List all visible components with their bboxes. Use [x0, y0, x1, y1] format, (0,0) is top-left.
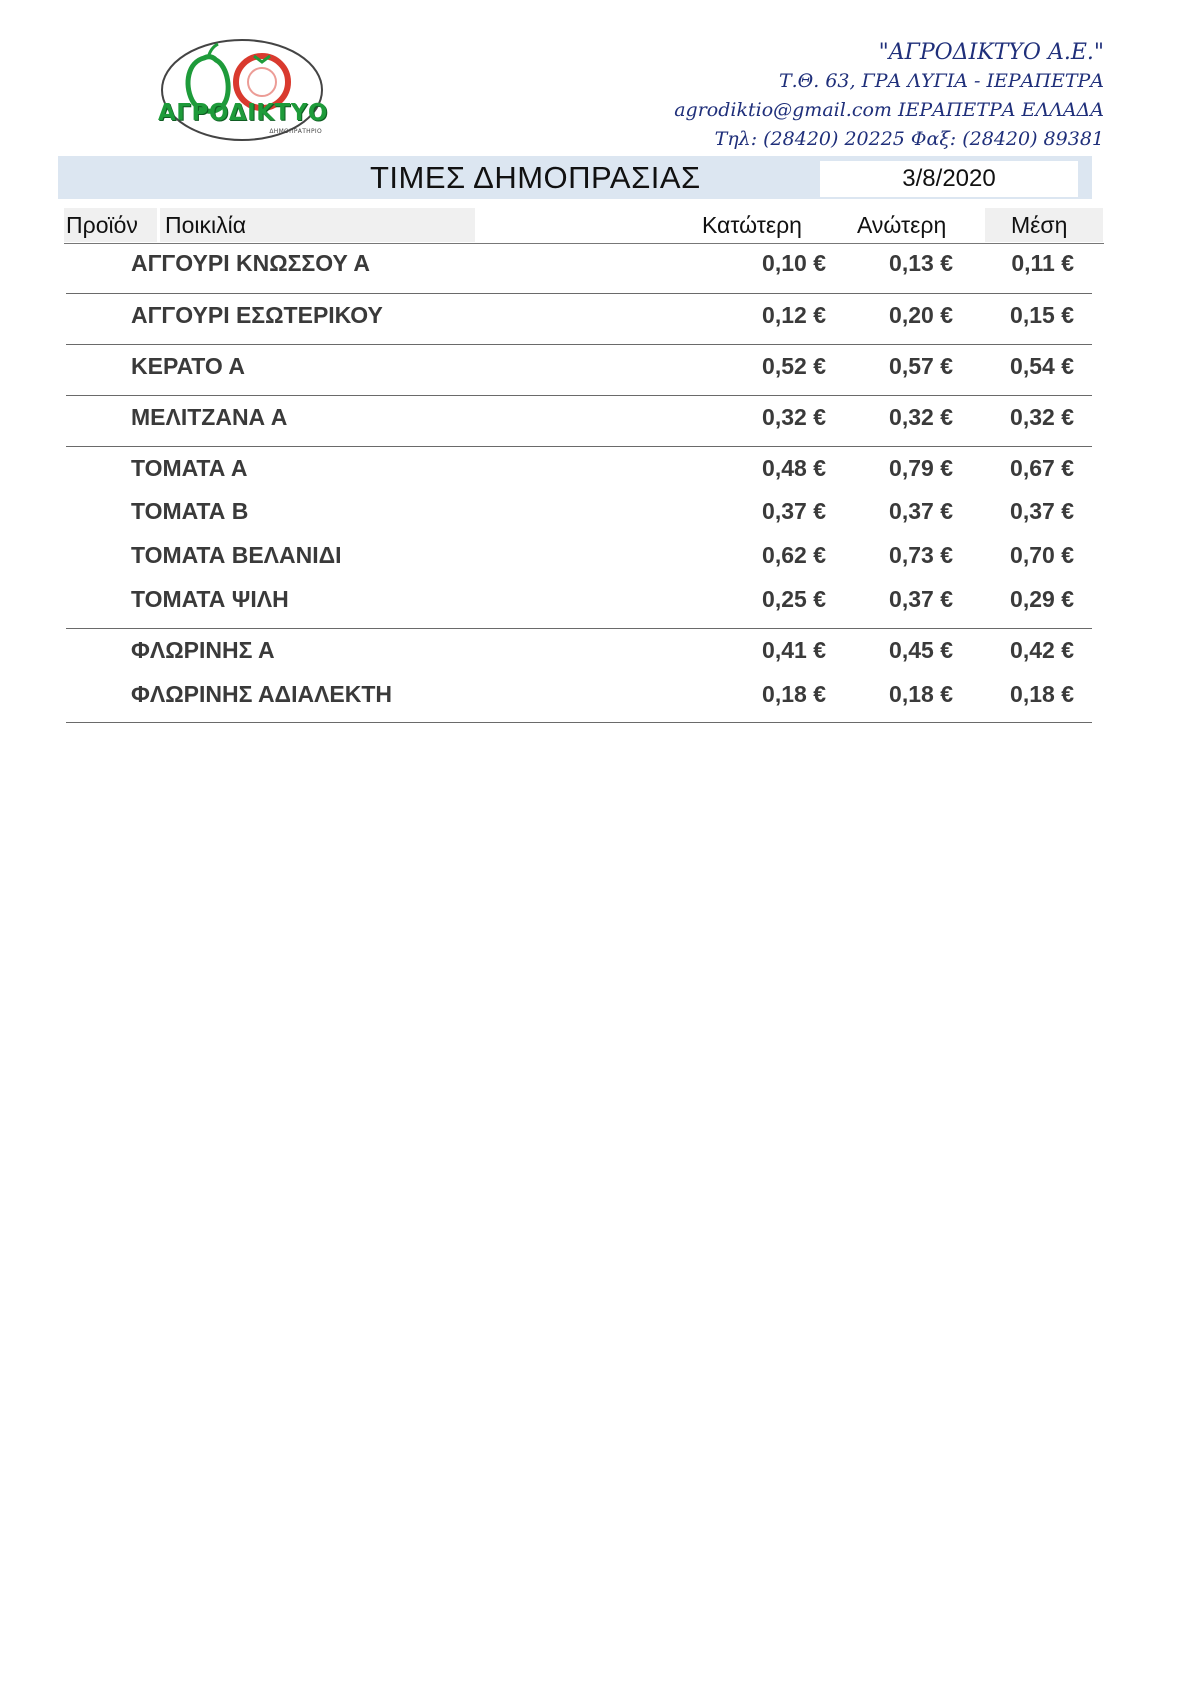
row-high-price: 0,18 €: [889, 681, 953, 707]
row-avg-price: 0,11 €: [1011, 250, 1074, 276]
row-variety: ΤΟΜΑΤΑ Β: [131, 498, 249, 524]
auction-date: 3/8/2020: [820, 161, 1078, 197]
row-separator: [66, 395, 1092, 396]
column-header-variety: Ποικιλία: [165, 212, 247, 238]
row-high-price: 0,32 €: [889, 404, 953, 430]
row-avg-price: 0,54 €: [1010, 353, 1074, 379]
row-separator: [66, 446, 1092, 447]
column-header-high: Ανώτερη: [857, 212, 947, 238]
table-row: [0, 348, 1200, 384]
row-avg-price: 0,70 €: [1010, 542, 1074, 568]
table-row: [0, 245, 1200, 281]
row-separator: [66, 628, 1092, 629]
company-logo: [158, 36, 326, 148]
company-info: [674, 38, 1104, 154]
row-avg-price: 0,29 €: [1010, 586, 1074, 612]
row-avg-price: 0,67 €: [1010, 455, 1074, 481]
table-row: [0, 632, 1200, 668]
row-low-price: 0,41 €: [762, 637, 826, 663]
table-row: [0, 581, 1200, 617]
row-separator: [66, 293, 1092, 294]
row-high-price: 0,20 €: [889, 302, 953, 328]
row-low-price: 0,48 €: [762, 455, 826, 481]
row-low-price: 0,37 €: [762, 498, 826, 524]
table-row: [0, 493, 1200, 529]
column-header-product: Προϊόν: [66, 212, 138, 238]
table-row: [0, 676, 1200, 712]
row-separator: [66, 344, 1092, 345]
row-high-price: 0,37 €: [889, 498, 953, 524]
row-avg-price: 0,37 €: [1010, 498, 1074, 524]
row-high-price: 0,13 €: [889, 250, 953, 276]
company-email: agrodiktio@gmail.com ΙΕΡΑΠΕΤΡΑ ΕΛΛΑΔΑ: [674, 99, 1104, 121]
row-low-price: 0,25 €: [762, 586, 826, 612]
page-title: ΤΙΜΕΣ ΔΗΜΟΠΡΑΣΙΑΣ: [370, 160, 701, 195]
company-name: "ΑΓΡΟΔΙΚΤΥΟ Α.Ε.": [878, 40, 1104, 65]
logo-subtext: ΔΗΜΟΠΡΑΤΗΡΙΟ: [269, 128, 322, 135]
row-high-price: 0,57 €: [889, 353, 953, 379]
table-row: [0, 450, 1200, 486]
header-underline: [64, 243, 1104, 244]
row-variety: ΤΟΜΑΤΑ Α: [131, 455, 248, 481]
logo-text: ΑΓΡΟΔΙΚΤΥΟ: [158, 100, 328, 126]
table-row: [0, 399, 1200, 435]
row-low-price: 0,10 €: [762, 250, 826, 276]
column-header-low: Κατώτερη: [702, 212, 802, 238]
row-low-price: 0,18 €: [762, 681, 826, 707]
row-variety: ΦΛΩΡΙΝΗΣ ΑΔΙΑΛΕΚΤΗ: [131, 681, 393, 707]
row-high-price: 0,45 €: [889, 637, 953, 663]
row-separator: [66, 722, 1092, 723]
row-low-price: 0,52 €: [762, 353, 826, 379]
row-low-price: 0,32 €: [762, 404, 826, 430]
row-high-price: 0,73 €: [889, 542, 953, 568]
row-variety: ΜΕΛΙΤΖΑΝΑ Α: [131, 404, 288, 430]
row-low-price: 0,12 €: [762, 302, 826, 328]
column-header-avg: Μέση: [1011, 212, 1068, 238]
row-high-price: 0,37 €: [889, 586, 953, 612]
row-variety: ΤΟΜΑΤΑ ΒΕΛΑΝΙΔΙ: [131, 542, 342, 568]
row-variety: ΦΛΩΡΙΝΗΣ Α: [131, 637, 275, 663]
table-row: [0, 297, 1200, 333]
row-avg-price: 0,15 €: [1010, 302, 1074, 328]
table-row: [0, 537, 1200, 573]
company-phone-fax: Τηλ: (28420) 20225 Φαξ: (28420) 89381: [714, 128, 1104, 150]
row-variety: ΤΟΜΑΤΑ ΨΙΛΗ: [131, 586, 289, 612]
row-variety: ΑΓΓΟΥΡΙ ΚΝΩΣΣΟΥ Α: [131, 250, 370, 276]
row-avg-price: 0,18 €: [1010, 681, 1074, 707]
row-avg-price: 0,42 €: [1010, 637, 1074, 663]
row-high-price: 0,79 €: [889, 455, 953, 481]
row-low-price: 0,62 €: [762, 542, 826, 568]
row-avg-price: 0,32 €: [1010, 404, 1074, 430]
row-variety: ΑΓΓΟΥΡΙ ΕΣΩΤΕΡΙΚΟΥ: [131, 302, 383, 328]
company-address: Τ.Θ. 63, ΓΡΑ ΛΥΓΙΑ - ΙΕΡΑΠΕΤΡΑ: [778, 70, 1104, 92]
row-variety: ΚΕΡΑΤΟ Α: [131, 353, 245, 379]
